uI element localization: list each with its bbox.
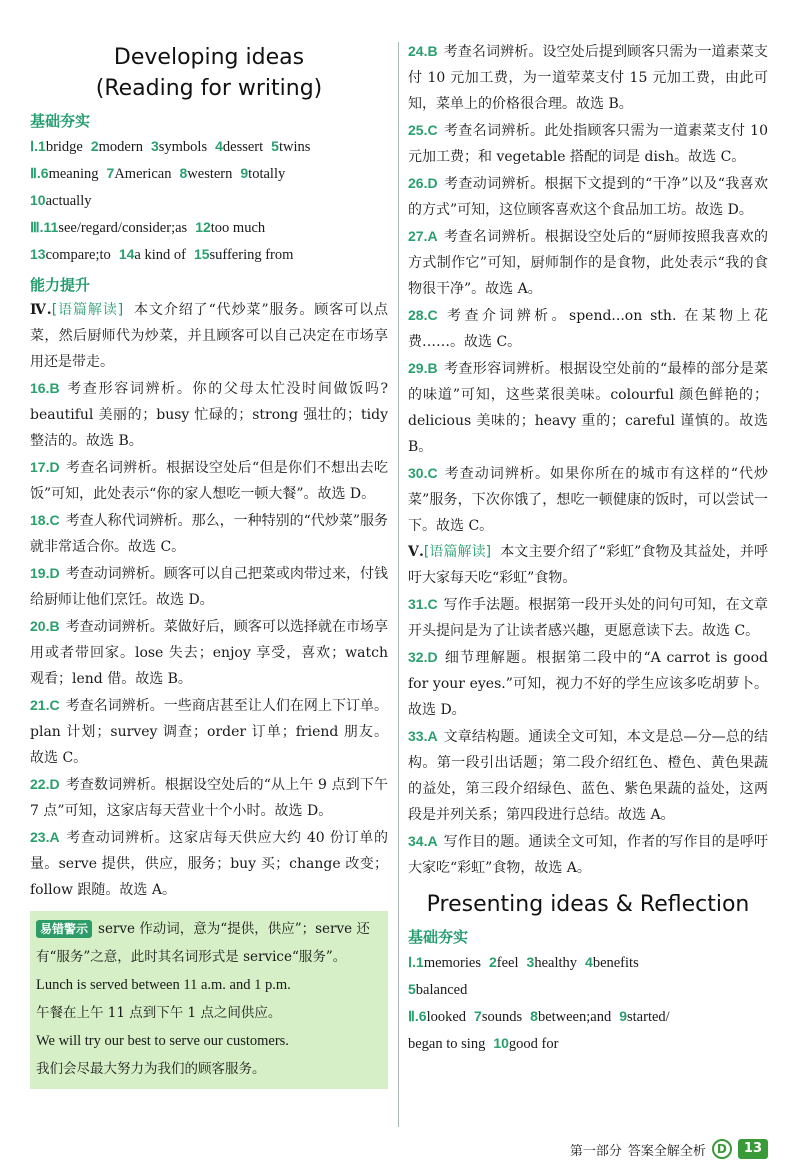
heading-basic-2: 基础夯实 bbox=[408, 928, 469, 946]
answer-number: Ⅲ.11 bbox=[30, 219, 59, 235]
answer-item bbox=[30, 139, 83, 155]
answer-explanation bbox=[408, 644, 768, 723]
answer-item bbox=[408, 955, 481, 971]
basic-answers-2 bbox=[408, 949, 768, 1057]
answer-number: 5 bbox=[408, 981, 416, 997]
answer-number: 3 bbox=[526, 954, 535, 970]
answer-value: dessert bbox=[222, 139, 264, 155]
answer-value: compare;to bbox=[45, 247, 111, 263]
answer-number: 4 bbox=[585, 954, 593, 970]
answer-item bbox=[195, 220, 265, 236]
answer-item bbox=[30, 220, 187, 236]
answer-explanation bbox=[408, 223, 768, 302]
answer-value: actually bbox=[45, 193, 92, 209]
explanation-text: 考查动词辨析。菜做好后，顾客可以选择就在市场享用或者带回家。lose 失去；enjoy 享受，喜欢；watch 观看；lend 借。故选 B。 bbox=[30, 619, 388, 687]
answer-label: 33.A bbox=[408, 728, 438, 744]
heading-ability: 能力提升 bbox=[30, 276, 91, 294]
answer-explanation bbox=[30, 692, 388, 771]
answer-label: 16.B bbox=[30, 380, 60, 396]
answer-item bbox=[408, 1009, 466, 1025]
answer-value: good for bbox=[508, 1036, 559, 1052]
column-divider bbox=[398, 42, 399, 1127]
error-warning-box: 易错警示 serve 作动词，意为“提供，供应”；serve 还有“服务”之意，此时其名词形式是 service“服务”。 Lunch is served between 11 a.m. and 1 p.m. 午餐在上午 11 点到下午 1 点之间供应。 We will try our best to serve our customers. 我们会尽最大努力为我们的顾客服务。 bbox=[30, 911, 388, 1089]
answer-number: 8 bbox=[179, 165, 188, 181]
answer-list-right-2 bbox=[408, 591, 768, 881]
answer-list-right bbox=[408, 38, 768, 539]
answer-item bbox=[91, 139, 143, 155]
answer-number: 9 bbox=[240, 165, 249, 181]
answer-item bbox=[215, 139, 263, 155]
answer-label: 22.D bbox=[30, 776, 60, 792]
answer-label: 26.D bbox=[408, 175, 438, 191]
answer-number: 13 bbox=[30, 246, 46, 262]
explanation-text: 写作目的题。通读全文可知，作者的写作目的是呼吁大家吃“彩虹”食物，故选 A。 bbox=[408, 834, 768, 876]
explanation-text: 考查动词辨析。根据下文提到的“干净”以及“我喜欢的方式”可知，这位顾客喜欢这个食品加工坊。故选 D。 bbox=[408, 176, 768, 218]
explanation-text: 考查形容词辨析。你的父母太忙没时间做饭吗? beautiful 美丽的；busy 忙碌的；strong 强壮的；tidy 整洁的。故选 B。 bbox=[30, 381, 388, 449]
answer-value: looked bbox=[426, 1009, 467, 1025]
answer-value: sounds bbox=[481, 1009, 523, 1025]
answer-explanation bbox=[408, 117, 768, 170]
answer-item bbox=[489, 955, 519, 971]
answer-line bbox=[408, 1030, 768, 1057]
answer-label: 31.C bbox=[408, 596, 438, 612]
answer-number: Ⅰ.1 bbox=[30, 138, 46, 154]
answer-number: Ⅱ.6 bbox=[30, 165, 49, 181]
answer-explanation bbox=[408, 591, 768, 644]
page-number: 13 bbox=[738, 1139, 768, 1159]
answer-number: Ⅱ.6 bbox=[408, 1008, 427, 1024]
answer-explanation bbox=[30, 560, 388, 613]
answer-number: 5 bbox=[271, 138, 279, 154]
answer-number: 3 bbox=[150, 138, 159, 154]
answer-number: 7 bbox=[474, 1008, 482, 1024]
explanation-text: 考查动词辨析。顾客可以自己把菜或肉带过来，付钱给厨师让他们烹饪。故选 D。 bbox=[30, 566, 388, 608]
answer-explanation bbox=[30, 613, 388, 692]
answer-item bbox=[493, 1036, 558, 1052]
explanation-text: 写作手法题。根据第一段开头处的问句可知，在文章开头提问是为了让读者感兴趣，更愿意读下去。故选 C。 bbox=[408, 597, 768, 639]
answer-number: 10 bbox=[30, 192, 46, 208]
answer-number: 9 bbox=[619, 1008, 628, 1024]
answer-item bbox=[119, 247, 186, 263]
explanation-text: 考查形容词辨析。根据设空处前的“最棒的部分是菜的味道”可知，这些菜很美味。colourful 颜色鲜艳的；delicious 美味的；heavy 重的；careful 谨慎的。故选 B。 bbox=[408, 361, 768, 455]
left-column bbox=[30, 0, 388, 1089]
answer-value: memories bbox=[423, 955, 481, 971]
explanation-text: 考查人称代词辨析。那么，一种特别的“代炒菜”服务就非常适合你。故选 C。 bbox=[30, 513, 388, 555]
answer-explanation bbox=[30, 771, 388, 824]
passage-intro: Ⅳ.[语篇解读] 本文介绍了“代炒菜”服务。顾客可以点菜，然后厨师代为炒菜，并且顾客可以自己决定在市场享用还是带走。 bbox=[30, 302, 388, 370]
answer-value: meaning bbox=[48, 166, 99, 182]
footer-label: 答案全解全析 bbox=[627, 1143, 706, 1159]
answer-value: between;and bbox=[537, 1009, 612, 1025]
answer-label: 34.A bbox=[408, 833, 438, 849]
answer-number: 2 bbox=[489, 954, 497, 970]
answer-value: symbols bbox=[158, 139, 208, 155]
answer-line bbox=[30, 187, 388, 214]
answer-item bbox=[271, 139, 310, 155]
answer-explanation bbox=[408, 302, 768, 355]
answer-item bbox=[30, 193, 91, 209]
explanation-text: 细节理解题。根据第二段中的“A carrot is good for your eyes.”可知，视力不好的学生应该多吃胡萝卜。故选 D。 bbox=[408, 650, 768, 718]
answer-number: 14 bbox=[118, 246, 135, 262]
explanation-text: 考查名词辨析。根据设空处后的“厨师按照我喜欢的方式制作它”可知，厨师制作的是食物，此处表示“我的食物很干净”。故选 A。 bbox=[408, 229, 768, 297]
answer-item bbox=[194, 247, 293, 263]
answer-line bbox=[30, 160, 388, 187]
explanation-text: 考查名词辨析。设空处后提到顾客只需为一道素菜支付 10 元加工费，为一道荤菜支付 15 元加工费，由此可知，菜单上的价格很合理。故选 B。 bbox=[408, 44, 768, 112]
footer-part: 第一部分 bbox=[569, 1143, 622, 1159]
answer-item bbox=[408, 1036, 485, 1052]
answer-value: bridge bbox=[45, 139, 83, 155]
answer-explanation bbox=[408, 460, 768, 539]
answer-item bbox=[619, 1009, 669, 1025]
answer-label: 29.B bbox=[408, 360, 438, 376]
answer-item bbox=[474, 1009, 522, 1025]
answer-item bbox=[530, 1009, 611, 1025]
answer-label: 30.C bbox=[408, 465, 438, 481]
answer-number: 10 bbox=[493, 1035, 509, 1051]
page-footer bbox=[570, 1136, 768, 1162]
answer-value: feel bbox=[496, 955, 519, 971]
explanation-text: 考查动词辨析。这家店每天供应大约 40 份订单的量。serve 提供，供应，服务；buy 买；change 改变；follow 跟随。故选 A。 bbox=[30, 830, 388, 898]
passage-intro-v: Ⅴ.[语篇解读] 本文主要介绍了“彩虹”食物及其益处，并呼吁大家每天吃“彩虹”食物。 bbox=[408, 544, 768, 586]
answer-label: 24.B bbox=[408, 43, 438, 59]
answer-value: western bbox=[187, 166, 233, 182]
heading-basic: 基础夯实 bbox=[30, 112, 91, 130]
answer-line bbox=[30, 214, 388, 241]
section-title-presenting: Presenting ideas & Reflection bbox=[426, 892, 750, 917]
answer-label: 17.D bbox=[30, 459, 60, 475]
answer-value: a kind of bbox=[134, 247, 186, 263]
answer-line bbox=[408, 976, 768, 1003]
answer-value: began to sing bbox=[408, 1036, 486, 1052]
answer-value: totally bbox=[248, 166, 286, 182]
answer-number: 8 bbox=[530, 1008, 538, 1024]
basic-answers bbox=[30, 133, 388, 268]
answer-label: 27.A bbox=[408, 228, 438, 244]
answer-label: 19.D bbox=[30, 565, 60, 581]
answer-number: 2 bbox=[90, 138, 99, 154]
footer-letter-badge: D bbox=[712, 1139, 732, 1159]
answer-explanation bbox=[30, 375, 388, 454]
answer-value: benefits bbox=[592, 955, 639, 971]
explanation-text: 考查名词辨析。此处指顾客只需为一道素菜支付 10 元加工费；和 vegetable 搭配的词是 dish。故选 C。 bbox=[408, 123, 768, 165]
answer-item bbox=[240, 166, 285, 182]
explanation-text: 文章结构题。通读全文可知，本文是总—分—总的结构。第一段引出话题；第二段介绍红色、橙色、黄色果蔬的益处，第三段介绍绿色、蓝色、紫色果蔬的益处，这两段是并列关系；第四段进行总结。故选 A。 bbox=[408, 729, 768, 823]
answer-item bbox=[408, 982, 467, 998]
answer-label: 18.C bbox=[30, 512, 60, 528]
answer-list-left bbox=[30, 375, 388, 903]
answer-value: too much bbox=[210, 220, 266, 236]
answer-value: suffering from bbox=[209, 247, 294, 263]
answer-number: 4 bbox=[215, 138, 223, 154]
explanation-text: 考查名词辨析。一些商店甚至让人们在网上下订单。plan 计划；survey 调查；order 订单；friend 朋友。故选 C。 bbox=[30, 698, 388, 766]
answer-explanation bbox=[408, 828, 768, 881]
right-column bbox=[408, 0, 768, 1057]
answer-number: 7 bbox=[106, 165, 115, 181]
answer-explanation bbox=[30, 454, 388, 507]
answer-value: twins bbox=[278, 139, 311, 155]
explanation-text: 考查名词辨析。根据设空处后“但是你们不想出去吃饭”可知，此处表示“你的家人想吃一顿大餐”。故选 D。 bbox=[30, 460, 388, 502]
explanation-text: 考查数词辨析。根据设空处后的“从上午 9 点到下午 7 点”可知，这家店每天营业十个小时。故选 D。 bbox=[30, 777, 388, 819]
answer-explanation bbox=[30, 507, 388, 560]
answer-value: started/ bbox=[627, 1009, 670, 1025]
answer-value: balanced bbox=[415, 982, 468, 998]
answer-label: 25.C bbox=[408, 122, 438, 138]
answer-number: 15 bbox=[193, 246, 210, 262]
explanation-text: 考查介词辨析。spend...on sth. 在某物上花费……。故选 C。 bbox=[408, 308, 768, 350]
answer-value: American bbox=[114, 166, 172, 182]
answer-label: 32.D bbox=[408, 649, 438, 665]
answer-item bbox=[107, 166, 172, 182]
warning-badge: 易错警示 bbox=[36, 920, 92, 938]
answer-explanation bbox=[408, 170, 768, 223]
answer-item bbox=[30, 247, 111, 263]
answer-line bbox=[30, 241, 388, 268]
answer-explanation bbox=[408, 355, 768, 460]
answer-number: 12 bbox=[195, 219, 211, 235]
answer-item bbox=[179, 166, 232, 182]
answer-value: see/regard/consider;as bbox=[58, 220, 188, 236]
answer-label: 21.C bbox=[30, 697, 60, 713]
answer-item bbox=[585, 955, 639, 971]
answer-item bbox=[30, 166, 99, 182]
answer-explanation bbox=[30, 824, 388, 903]
answer-item bbox=[151, 139, 207, 155]
answer-label: 23.A bbox=[30, 829, 60, 845]
answer-explanation bbox=[408, 38, 768, 117]
answer-line bbox=[408, 949, 768, 976]
answer-value: modern bbox=[98, 139, 143, 155]
explanation-text: 考查动词辨析。如果你所在的城市有这样的“代炒菜”服务，下次你饿了，想吃一顿健康的饭时，可以尝试一下。故选 C。 bbox=[408, 466, 768, 534]
answer-label: 20.B bbox=[30, 618, 60, 634]
answer-item bbox=[527, 955, 577, 971]
section-title-developing: Developing ideas (Reading for writing) bbox=[95, 45, 323, 101]
answer-explanation bbox=[408, 723, 768, 828]
answer-number: Ⅰ.1 bbox=[408, 954, 424, 970]
answer-line bbox=[408, 1003, 768, 1030]
answer-value: healthy bbox=[534, 955, 578, 971]
answer-line bbox=[30, 133, 388, 160]
answer-label: 28.C bbox=[408, 307, 438, 323]
